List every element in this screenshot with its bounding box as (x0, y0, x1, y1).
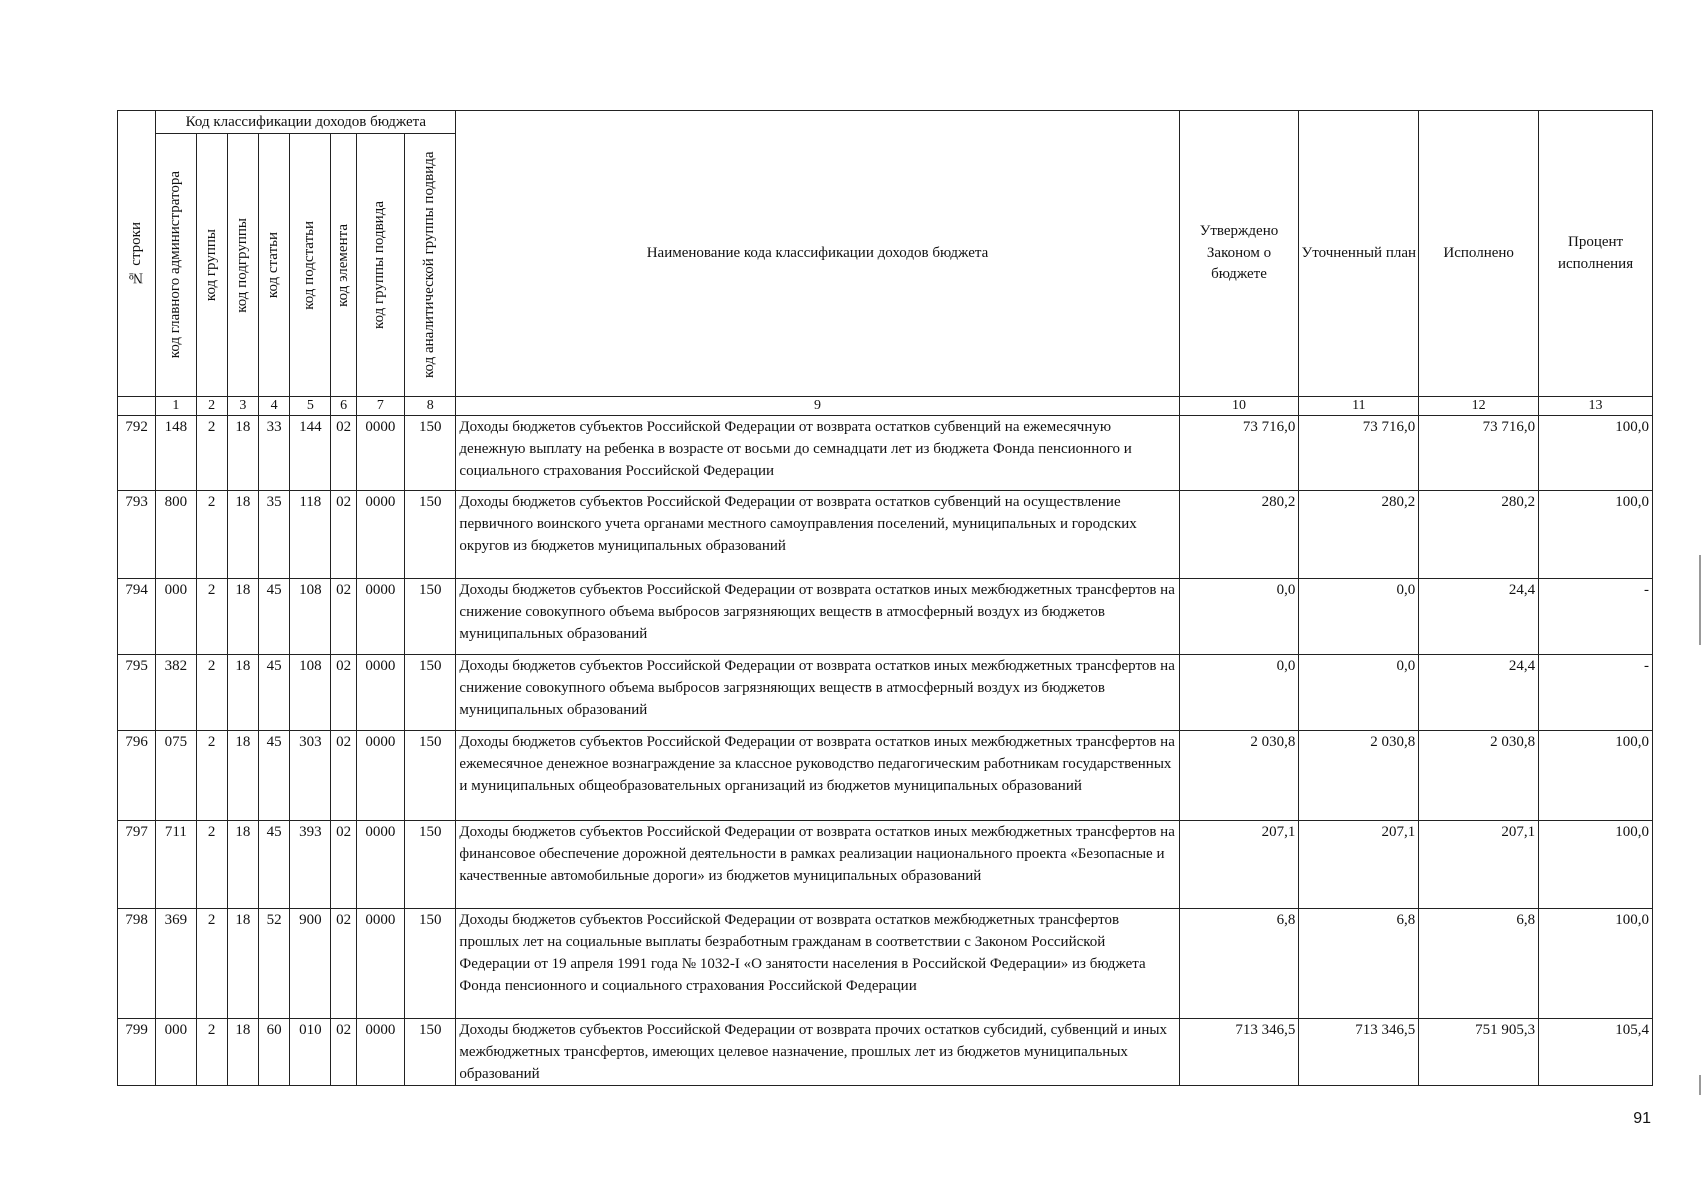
code-subtype-group: 0000 (356, 579, 404, 655)
approved-amount: 73 716,0 (1179, 416, 1299, 491)
column-number: 10 (1179, 397, 1299, 416)
execution-percent: 100,0 (1539, 416, 1653, 491)
code-analytic-group: 150 (405, 821, 456, 909)
approved-amount: 207,1 (1179, 821, 1299, 909)
code-subarticle: 108 (290, 579, 331, 655)
column-number: 5 (290, 397, 331, 416)
refined-amount: 713 346,5 (1299, 1019, 1419, 1086)
execution-percent: 105,4 (1539, 1019, 1653, 1086)
executed-amount: 207,1 (1419, 821, 1539, 909)
column-number (118, 397, 156, 416)
header-code-subtype-group: код группы подвида (356, 134, 404, 397)
header-classification-group: Код классификации доходов бюджета (156, 111, 456, 134)
execution-percent: 100,0 (1539, 821, 1653, 909)
code-subgroup: 18 (227, 731, 258, 821)
revenue-name: Доходы бюджетов субъектов Российской Федерации от возврата остатков межбюджетных трансфертов прошлых лет на социальные выплаты безработным гражданам в соответствии с Законом Российской Федерации от 19 апреля 1991 года № 1032-I «О занятости населения в Российской Федерации» из бюджета Фонда пенсионного и социального страхования Российской Федерации (456, 909, 1179, 1019)
revenue-name: Доходы бюджетов субъектов Российской Федерации от возврата прочих остатков субсидий, субвенций и иных межбюджетных трансфертов, имеющих целевое назначение, прошлых лет из бюджетов муниципальных образований (456, 1019, 1179, 1086)
table-row (118, 731, 1653, 821)
code-group: 2 (196, 579, 227, 655)
code-article: 45 (258, 731, 289, 821)
column-number: 7 (356, 397, 404, 416)
row-number: 797 (118, 821, 156, 909)
code-subarticle: 118 (290, 491, 331, 579)
code-element: 02 (331, 655, 356, 731)
code-subgroup: 18 (227, 909, 258, 1019)
row-number: 794 (118, 579, 156, 655)
code-article: 60 (258, 1019, 289, 1086)
row-number: 793 (118, 491, 156, 579)
execution-percent: 100,0 (1539, 731, 1653, 821)
code-admin: 800 (156, 491, 196, 579)
executed-amount: 280,2 (1419, 491, 1539, 579)
code-article: 45 (258, 579, 289, 655)
code-subarticle: 144 (290, 416, 331, 491)
code-subgroup: 18 (227, 655, 258, 731)
revenue-name: Доходы бюджетов субъектов Российской Федерации от возврата остатков субвенций на ежемесячную денежную выплату на ребенка в возрасте от восьми до семнадцати лет из бюджета Фонда пенсионного и социального страхования Российской Федерации (456, 416, 1179, 491)
execution-percent: - (1539, 655, 1653, 731)
code-group: 2 (196, 655, 227, 731)
revenue-name: Доходы бюджетов субъектов Российской Федерации от возврата остатков иных межбюджетных трансфертов на ежемесячное денежное вознаграждение за классное руководство педагогическим работникам государственных и муниципальных общеобразовательных организаций из бюджетов муниципальных образований (456, 731, 1179, 821)
column-number: 4 (258, 397, 289, 416)
code-subarticle: 010 (290, 1019, 331, 1086)
code-subtype-group: 0000 (356, 731, 404, 821)
header-executed: Исполнено (1419, 111, 1539, 397)
code-element: 02 (331, 909, 356, 1019)
approved-amount: 2 030,8 (1179, 731, 1299, 821)
code-subarticle: 108 (290, 655, 331, 731)
row-number: 796 (118, 731, 156, 821)
code-subtype-group: 0000 (356, 491, 404, 579)
refined-amount: 73 716,0 (1299, 416, 1419, 491)
page-number: 91 (1633, 1110, 1651, 1127)
code-subarticle: 303 (290, 731, 331, 821)
refined-amount: 0,0 (1299, 579, 1419, 655)
executed-amount: 24,4 (1419, 579, 1539, 655)
code-element: 02 (331, 821, 356, 909)
code-subtype-group: 0000 (356, 416, 404, 491)
code-article: 33 (258, 416, 289, 491)
budget-revenue-table (117, 110, 1653, 1086)
refined-amount: 0,0 (1299, 655, 1419, 731)
header-percent: Процент исполнения (1539, 111, 1653, 397)
scan-edge-mark (1699, 1075, 1701, 1095)
header-code-article: код статьи (258, 134, 289, 397)
revenue-name: Доходы бюджетов субъектов Российской Федерации от возврата остатков иных межбюджетных трансфертов на снижение совокупного объема выбросов загрязняющих веществ в атмосферный воздух из бюджетов муниципальных образований (456, 655, 1179, 731)
code-group: 2 (196, 731, 227, 821)
table-row (118, 909, 1653, 1019)
column-numbers-row (118, 397, 1653, 416)
code-subtype-group: 0000 (356, 655, 404, 731)
code-subtype-group: 0000 (356, 1019, 404, 1086)
code-admin: 000 (156, 579, 196, 655)
row-number: 792 (118, 416, 156, 491)
table-row (118, 579, 1653, 655)
header-code-element: код элемента (331, 134, 356, 397)
column-number: 12 (1419, 397, 1539, 416)
scan-edge-mark (1699, 555, 1701, 645)
execution-percent: - (1539, 579, 1653, 655)
approved-amount: 713 346,5 (1179, 1019, 1299, 1086)
header-code-subgroup: код подгруппы (227, 134, 258, 397)
refined-amount: 2 030,8 (1299, 731, 1419, 821)
refined-amount: 6,8 (1299, 909, 1419, 1019)
code-analytic-group: 150 (405, 491, 456, 579)
row-number: 798 (118, 909, 156, 1019)
code-group: 2 (196, 491, 227, 579)
code-element: 02 (331, 1019, 356, 1086)
code-subarticle: 393 (290, 821, 331, 909)
executed-amount: 2 030,8 (1419, 731, 1539, 821)
code-element: 02 (331, 491, 356, 579)
code-group: 2 (196, 821, 227, 909)
header-row-no: № строки (118, 111, 156, 397)
code-element: 02 (331, 416, 356, 491)
code-article: 45 (258, 655, 289, 731)
executed-amount: 751 905,3 (1419, 1019, 1539, 1086)
column-number: 9 (456, 397, 1179, 416)
execution-percent: 100,0 (1539, 909, 1653, 1019)
code-analytic-group: 150 (405, 731, 456, 821)
table-row (118, 1019, 1653, 1086)
refined-amount: 207,1 (1299, 821, 1419, 909)
code-analytic-group: 150 (405, 655, 456, 731)
code-admin: 382 (156, 655, 196, 731)
code-admin: 148 (156, 416, 196, 491)
code-group: 2 (196, 909, 227, 1019)
execution-percent: 100,0 (1539, 491, 1653, 579)
revenue-name: Доходы бюджетов субъектов Российской Федерации от возврата остатков субвенций на осуществление первичного воинского учета органами местного самоуправления поселений, муниципальных и городских округов из бюджетов муниципальных образований (456, 491, 1179, 579)
code-admin: 000 (156, 1019, 196, 1086)
executed-amount: 24,4 (1419, 655, 1539, 731)
table-row (118, 416, 1653, 491)
header-name: Наименование кода классификации доходов бюджета (456, 111, 1179, 397)
revenue-name: Доходы бюджетов субъектов Российской Федерации от возврата остатков иных межбюджетных трансфертов на финансовое обеспечение дорожной деятельности в рамках реализации национального проекта «Безопасные и качественные автомобильные дороги» из бюджетов муниципальных образований (456, 821, 1179, 909)
approved-amount: 280,2 (1179, 491, 1299, 579)
code-article: 35 (258, 491, 289, 579)
header-code-analytic-group: код аналитической группы подвида (405, 134, 456, 397)
code-subgroup: 18 (227, 1019, 258, 1086)
executed-amount: 73 716,0 (1419, 416, 1539, 491)
code-subgroup: 18 (227, 491, 258, 579)
code-subtype-group: 0000 (356, 909, 404, 1019)
code-admin: 711 (156, 821, 196, 909)
row-number: 795 (118, 655, 156, 731)
code-subarticle: 900 (290, 909, 331, 1019)
column-number: 1 (156, 397, 196, 416)
column-number: 3 (227, 397, 258, 416)
header-code-admin: код главного администратора (156, 134, 196, 397)
code-admin: 369 (156, 909, 196, 1019)
refined-amount: 280,2 (1299, 491, 1419, 579)
revenue-name: Доходы бюджетов субъектов Российской Федерации от возврата остатков иных межбюджетных трансфертов на снижение совокупного объема выбросов загрязняющих веществ в атмосферный воздух из бюджетов муниципальных образований (456, 579, 1179, 655)
executed-amount: 6,8 (1419, 909, 1539, 1019)
approved-amount: 0,0 (1179, 655, 1299, 731)
header-refined: Уточненный план (1299, 111, 1419, 397)
code-analytic-group: 150 (405, 1019, 456, 1086)
column-number: 2 (196, 397, 227, 416)
table-row (118, 821, 1653, 909)
code-analytic-group: 150 (405, 579, 456, 655)
header-code-subarticle: код подстатьи (290, 134, 331, 397)
code-element: 02 (331, 579, 356, 655)
code-subtype-group: 0000 (356, 821, 404, 909)
approved-amount: 0,0 (1179, 579, 1299, 655)
code-article: 52 (258, 909, 289, 1019)
table-row (118, 491, 1653, 579)
code-subgroup: 18 (227, 579, 258, 655)
column-number: 8 (405, 397, 456, 416)
code-admin: 075 (156, 731, 196, 821)
code-analytic-group: 150 (405, 909, 456, 1019)
code-article: 45 (258, 821, 289, 909)
row-number: 799 (118, 1019, 156, 1086)
column-number: 6 (331, 397, 356, 416)
code-group: 2 (196, 1019, 227, 1086)
code-analytic-group: 150 (405, 416, 456, 491)
code-element: 02 (331, 731, 356, 821)
column-number: 13 (1539, 397, 1653, 416)
code-subgroup: 18 (227, 416, 258, 491)
table-row (118, 655, 1653, 731)
code-subgroup: 18 (227, 821, 258, 909)
header-approved: Утверждено Законом о бюджете (1179, 111, 1299, 397)
header-code-group: код группы (196, 134, 227, 397)
code-group: 2 (196, 416, 227, 491)
approved-amount: 6,8 (1179, 909, 1299, 1019)
column-number: 11 (1299, 397, 1419, 416)
